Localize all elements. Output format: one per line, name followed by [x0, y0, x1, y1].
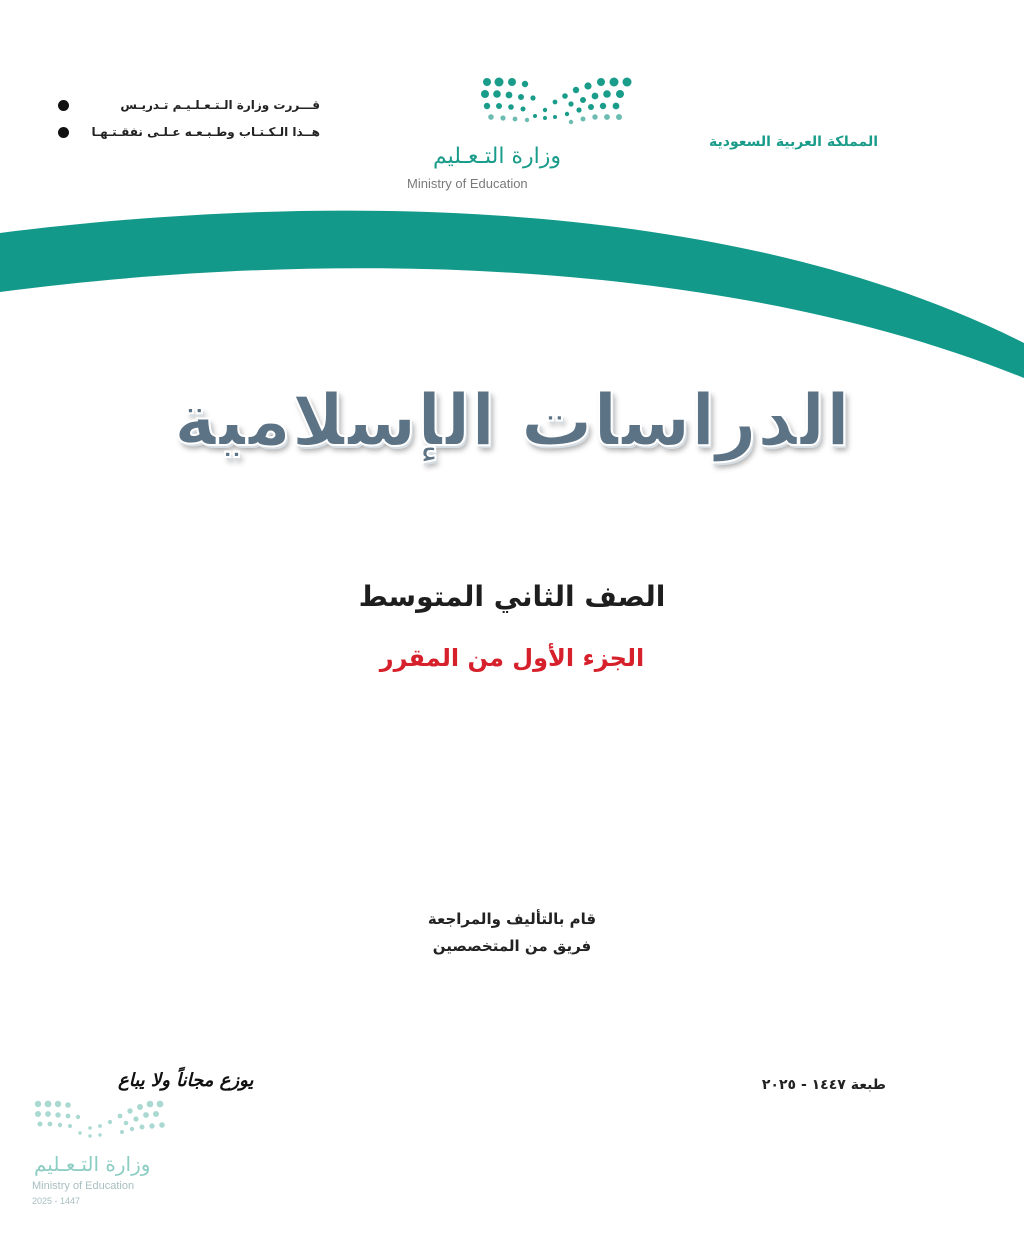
footer-dots-icon — [30, 1096, 170, 1146]
ministry-logo — [395, 72, 645, 197]
edition-label: طبعة ١٤٤٧ - ٢٠٢٥ — [761, 1077, 886, 1093]
bullet-icon — [58, 127, 69, 138]
free-distribution-label: يوزع مجاناً ولا يباع — [118, 1070, 254, 1091]
credits — [0, 906, 1024, 960]
bullet-icon — [58, 100, 69, 111]
ministry-dots-icon — [395, 72, 645, 142]
footer-ministry-logo — [30, 1096, 180, 1211]
book-title: الدراسات الإسلامية — [173, 378, 851, 462]
footer-ministry-name-english: Ministry of Education — [32, 1180, 135, 1192]
notice-line-1 — [58, 96, 320, 114]
footer-year: 2025 - 1447 — [32, 1196, 81, 1206]
notice-text-1: قـــررت وزارة الـتـعـلـيـم تـدريـس — [120, 98, 320, 112]
kingdom-label: المملكة العربية السعودية — [709, 134, 878, 150]
credits-line-2: فريق من المتخصصين — [432, 937, 592, 955]
ministry-name-arabic: وزارة التـعـليم — [432, 144, 561, 169]
publication-notice — [58, 96, 320, 150]
part-label: الجزء الأول من المقرر — [379, 644, 645, 672]
credits-line-1: قام بالتأليف والمراجعة — [427, 910, 597, 928]
ministry-name-english: Ministry of Education — [407, 176, 528, 191]
footer-ministry-name-arabic: وزارة التـعـليم — [34, 1152, 151, 1176]
notice-text-2: هــذا الـكـتـاب وطـبـعـه عـلـى نفقـتـهـا — [91, 125, 320, 139]
decorative-band — [0, 200, 1024, 400]
notice-line-2 — [58, 123, 320, 141]
grade-label: الصف الثاني المتوسط — [358, 580, 666, 613]
